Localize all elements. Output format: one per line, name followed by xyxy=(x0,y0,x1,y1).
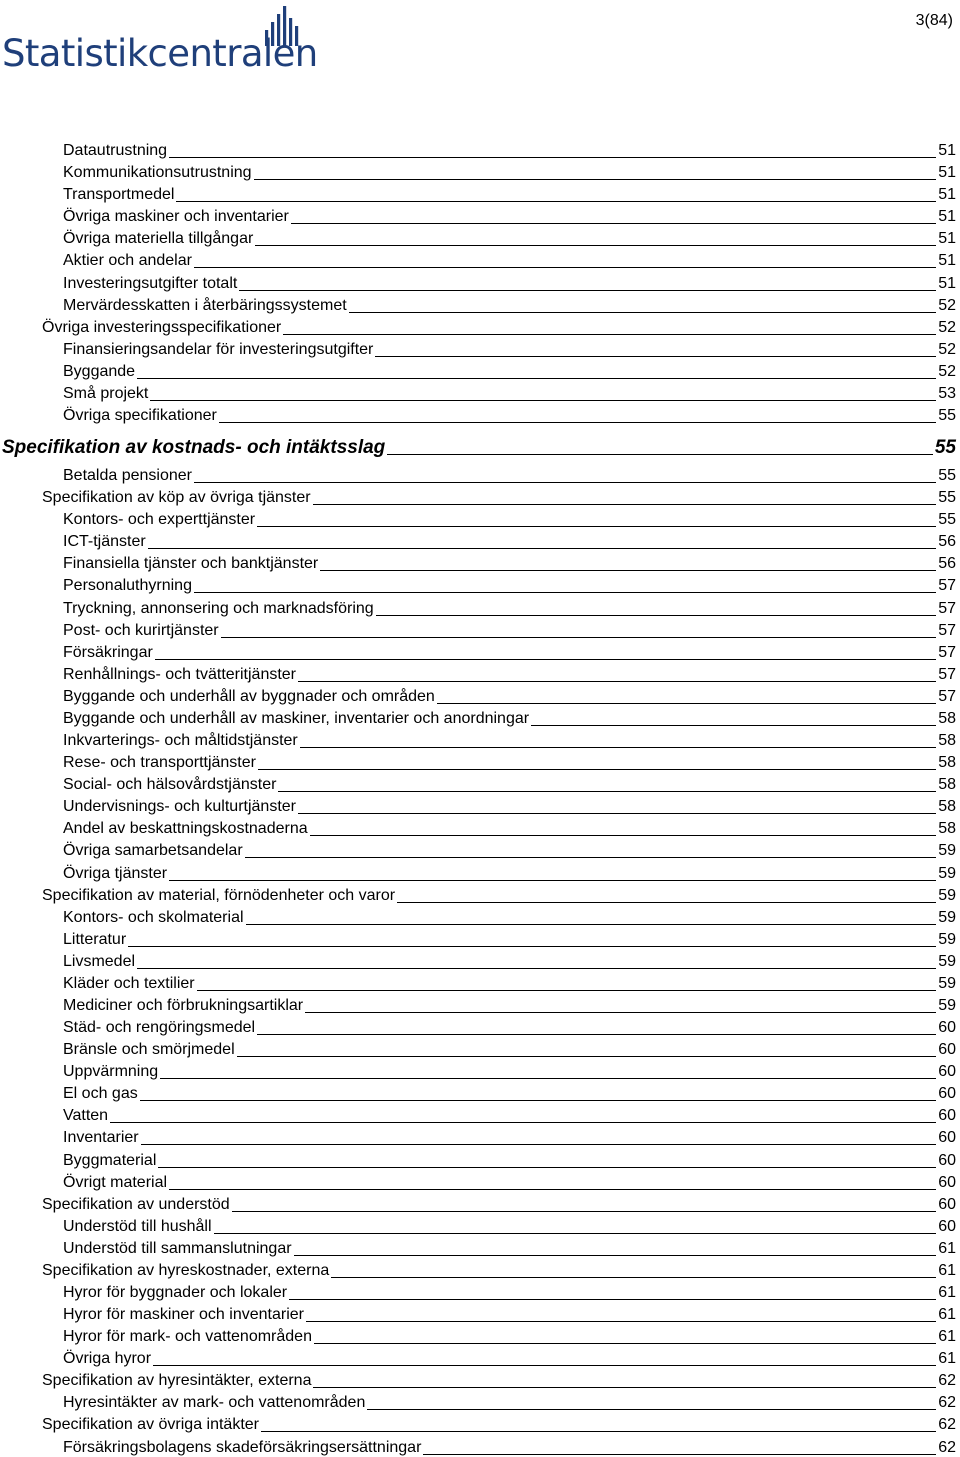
toc-entry[interactable] xyxy=(0,816,956,838)
toc-leader-line xyxy=(423,1454,936,1455)
toc-leader-line xyxy=(376,615,937,616)
toc-entry-label: Datautrustning xyxy=(63,142,168,160)
toc-leader-line xyxy=(158,1167,936,1168)
toc-entry[interactable] xyxy=(0,573,956,595)
toc-entry[interactable] xyxy=(0,1346,956,1368)
toc-entry-label: Försäkringar xyxy=(63,643,153,661)
statistikcentralen-logo xyxy=(0,4,318,75)
toc-entry[interactable] xyxy=(0,182,956,204)
toc-entry-page: 58 xyxy=(938,732,956,750)
toc-entry-label: Betalda pensioner xyxy=(63,467,192,485)
toc-leader-line xyxy=(294,1255,937,1256)
toc-entry[interactable] xyxy=(0,485,956,507)
toc-entry[interactable] xyxy=(0,1412,956,1434)
toc-entry[interactable] xyxy=(0,949,956,971)
toc-entry-label: Specifikation av övriga intäkter xyxy=(42,1416,259,1434)
toc-entry-label: Transportmedel xyxy=(63,186,175,204)
toc-entry-page: 61 xyxy=(938,1261,956,1279)
toc-entry[interactable] xyxy=(0,618,956,640)
toc-entry-page: 57 xyxy=(938,599,956,617)
toc-leader-line xyxy=(306,1321,936,1322)
toc-leader-line xyxy=(349,312,937,313)
toc-leader-line xyxy=(176,201,936,202)
toc-entry[interactable] xyxy=(0,927,956,949)
toc-entry-page: 57 xyxy=(938,665,956,683)
toc-leader-line xyxy=(169,1189,936,1190)
toc-entry-label: Hyresintäkter av mark- och vattenområden xyxy=(63,1394,366,1412)
toc-entry-page: 59 xyxy=(938,952,956,970)
toc-leader-line xyxy=(160,1078,936,1079)
toc-leader-line xyxy=(137,968,936,969)
toc-entry[interactable] xyxy=(0,750,956,772)
toc-entry[interactable] xyxy=(0,706,956,728)
toc-entry-page: 62 xyxy=(938,1394,956,1412)
toc-leader-line xyxy=(110,1122,936,1123)
toc-entry-page: 62 xyxy=(938,1416,956,1434)
toc-entry-label: Livsmedel xyxy=(63,952,136,970)
toc-entry-label: Specifikation av understöd xyxy=(42,1195,230,1213)
toc-entry-page: 59 xyxy=(938,974,956,992)
toc-entry-page: 58 xyxy=(938,776,956,794)
toc-leader-line xyxy=(141,1144,937,1145)
toc-entry[interactable] xyxy=(0,1258,956,1280)
toc-entry[interactable] xyxy=(0,1125,956,1147)
toc-leader-line xyxy=(313,504,937,505)
toc-leader-line xyxy=(305,1012,936,1013)
toc-entry-label: Specifikation av köp av övriga tjänster xyxy=(42,489,311,507)
toc-leader-line xyxy=(278,791,936,792)
toc-entry[interactable] xyxy=(0,1103,956,1125)
toc-entry-page: 52 xyxy=(938,362,956,380)
toc-leader-line xyxy=(298,681,936,682)
toc-leader-line xyxy=(153,1365,936,1366)
toc-entry-label: Specifikation av material, förnödenheter och varor xyxy=(42,886,396,904)
toc-entry-page: 57 xyxy=(938,577,956,595)
toc-entry[interactable] xyxy=(0,1147,956,1169)
toc-entry[interactable] xyxy=(0,1368,956,1390)
toc-entry-label: Inkvarterings- och måltidstjänster xyxy=(63,732,298,750)
toc-leader-line xyxy=(246,924,937,925)
toc-entry-page: 59 xyxy=(938,930,956,948)
toc-entry-page: 58 xyxy=(938,798,956,816)
toc-entry-page: 60 xyxy=(938,1063,956,1081)
toc-entry-page: 60 xyxy=(938,1129,956,1147)
toc-entry-label: Vatten xyxy=(63,1107,109,1125)
toc-entry[interactable] xyxy=(0,1081,956,1103)
toc-entry[interactable] xyxy=(0,359,956,381)
toc-entry-label: Små projekt xyxy=(63,384,149,402)
toc-entry[interactable] xyxy=(0,971,956,993)
toc-entry-label: El och gas xyxy=(63,1085,138,1103)
toc-leader-line xyxy=(140,1100,936,1101)
toc-entry-page: 59 xyxy=(938,842,956,860)
toc-entry-page: 61 xyxy=(938,1350,956,1368)
toc-entry-page: 62 xyxy=(938,1372,956,1390)
toc-entry-label: Kontors- och experttjänster xyxy=(63,511,256,529)
toc-entry-label: Övriga materiella tillgångar xyxy=(63,230,254,248)
toc-entry-page: 51 xyxy=(938,230,956,248)
toc-entry-page: 61 xyxy=(938,1328,956,1346)
toc-entry-label: Understöd till sammanslutningar xyxy=(63,1239,292,1257)
toc-entry-label: Specifikation av hyresintäkter, externa xyxy=(42,1372,312,1390)
toc-entry-label: Övriga tjänster xyxy=(63,864,168,882)
toc-entry[interactable] xyxy=(0,838,956,860)
toc-entry[interactable] xyxy=(0,1037,956,1059)
toc-entry-page: 58 xyxy=(938,820,956,838)
toc-entry-label: Personaluthyrning xyxy=(63,577,192,595)
toc-entry[interactable] xyxy=(0,381,956,403)
toc-leader-line xyxy=(300,747,936,748)
toc-entry[interactable] xyxy=(0,293,956,315)
toc-entry[interactable] xyxy=(0,662,956,684)
toc-entry-page: 58 xyxy=(938,754,956,772)
toc-entry[interactable] xyxy=(0,1192,956,1214)
toc-leader-line xyxy=(375,356,936,357)
toc-leader-line xyxy=(150,400,936,401)
toc-entry-label: Byggande och underhåll av byggnader och områden xyxy=(63,687,435,705)
toc-entry-page: 60 xyxy=(938,1195,956,1213)
toc-entry-page: 60 xyxy=(938,1041,956,1059)
toc-entry-label: ICT-tjänster xyxy=(63,533,146,551)
toc-entry-label: Hyror för mark- och vattenområden xyxy=(63,1328,312,1346)
toc-entry-page: 52 xyxy=(938,340,956,358)
toc-entry-page: 60 xyxy=(938,1085,956,1103)
toc-entry-label: Försäkringsbolagens skadeförsäkringsersättningar xyxy=(63,1438,422,1456)
toc-entry-label: Kontors- och skolmaterial xyxy=(63,908,244,926)
toc-leader-line xyxy=(232,1211,937,1212)
toc-entry-page: 52 xyxy=(938,318,956,336)
toc-entry[interactable] xyxy=(0,507,956,529)
toc-leader-line xyxy=(237,1056,937,1057)
toc-leader-line xyxy=(320,570,936,571)
toc-leader-line xyxy=(194,267,936,268)
toc-entry-page: 51 xyxy=(938,274,956,292)
toc-entry-page: 55 xyxy=(938,511,956,529)
toc-entry[interactable] xyxy=(0,529,956,551)
toc-leader-line xyxy=(397,902,936,903)
toc-entry[interactable] xyxy=(0,138,956,160)
toc-entry-page: 60 xyxy=(938,1107,956,1125)
toc-entry[interactable] xyxy=(0,595,956,617)
toc-entry[interactable] xyxy=(0,1236,956,1258)
toc-entry-page: 51 xyxy=(938,164,956,182)
toc-leader-line xyxy=(313,1387,936,1388)
toc-entry-page: 61 xyxy=(938,1239,956,1257)
toc-entry-page: 61 xyxy=(938,1306,956,1324)
toc-entry-page: 60 xyxy=(938,1173,956,1191)
toc-entry[interactable] xyxy=(0,403,956,425)
toc-leader-line xyxy=(314,1343,936,1344)
toc-entry-page: 57 xyxy=(938,621,956,639)
toc-leader-line xyxy=(331,1277,936,1278)
toc-entry-page: 59 xyxy=(938,886,956,904)
toc-leader-line xyxy=(221,637,937,638)
toc-entry[interactable] xyxy=(0,905,956,927)
toc-entry-label: Finansiella tjänster och banktjänster xyxy=(63,555,319,573)
toc-entry-label: Renhållnings- och tvätteritjänster xyxy=(63,665,297,683)
toc-leader-line xyxy=(531,725,936,726)
toc-leader-line xyxy=(291,223,936,224)
toc-entry-label: Uppvärmning xyxy=(63,1063,159,1081)
toc-leader-line xyxy=(214,1233,937,1234)
toc-entry-label: Understöd till hushåll xyxy=(63,1217,212,1235)
toc-entry[interactable] xyxy=(0,1434,956,1456)
logo-text: Statistikcentralen xyxy=(2,32,318,75)
toc-entry-label: Undervisnings- och kulturtjänster xyxy=(63,798,296,816)
toc-entry-label: Mediciner och förbrukningsartiklar xyxy=(63,996,304,1014)
toc-entry[interactable] xyxy=(0,794,956,816)
toc-entry-label: Kläder och textilier xyxy=(63,974,195,992)
table-of-contents xyxy=(0,138,956,1457)
toc-entry-page: 61 xyxy=(938,1283,956,1301)
toc-leader-line xyxy=(169,880,936,881)
toc-leader-line xyxy=(239,290,936,291)
toc-entry-label: Övriga maskiner och inventarier xyxy=(63,208,289,226)
toc-entry[interactable] xyxy=(0,1324,956,1346)
toc-leader-line xyxy=(367,1409,936,1410)
toc-entry-page: 57 xyxy=(938,687,956,705)
toc-entry-page: 51 xyxy=(938,252,956,270)
toc-leader-line xyxy=(254,179,937,180)
toc-leader-line xyxy=(257,1034,936,1035)
toc-entry[interactable] xyxy=(0,315,956,337)
toc-leader-line xyxy=(257,526,936,527)
toc-leader-line xyxy=(437,703,936,704)
toc-entry-label: Investeringsutgifter totalt xyxy=(63,274,238,292)
toc-entry-label: Andel av beskattningskostnaderna xyxy=(63,820,308,838)
toc-entry[interactable] xyxy=(0,248,956,270)
toc-entry[interactable] xyxy=(0,270,956,292)
toc-entry[interactable] xyxy=(0,160,956,182)
toc-entry-page: 51 xyxy=(938,142,956,160)
toc-leader-line xyxy=(298,813,936,814)
toc-leader-line xyxy=(310,835,937,836)
toc-entry[interactable] xyxy=(0,728,956,750)
toc-leader-line xyxy=(197,990,937,991)
toc-entry[interactable] xyxy=(0,640,956,662)
toc-entry-label: Övriga specifikationer xyxy=(63,407,217,425)
toc-entry[interactable] xyxy=(0,463,956,485)
toc-entry-page: 51 xyxy=(938,186,956,204)
toc-entry[interactable] xyxy=(0,1214,956,1236)
page-number: 3(84) xyxy=(915,12,953,29)
toc-leader-line xyxy=(289,1299,936,1300)
toc-entry-page: 59 xyxy=(938,996,956,1014)
toc-leader-line xyxy=(169,157,936,158)
toc-leader-line xyxy=(258,769,936,770)
toc-entry[interactable] xyxy=(0,1015,956,1037)
toc-entry-label: Specifikation av hyreskostnader, externa xyxy=(42,1261,330,1279)
toc-entry-label: Mervärdesskatten i återbäringssystemet xyxy=(63,296,347,314)
toc-entry-label: Finansieringsandelar för investeringsutgifter xyxy=(63,340,374,358)
toc-leader-line xyxy=(194,482,936,483)
toc-leader-line xyxy=(194,592,936,593)
toc-entry[interactable] xyxy=(0,1170,956,1192)
toc-entry-label: Byggande och underhåll av maskiner, inventarier och anordningar xyxy=(63,709,530,727)
toc-entry-page: 52 xyxy=(938,296,956,314)
toc-entry[interactable] xyxy=(0,1390,956,1412)
toc-entry-label: Aktier och andelar xyxy=(63,252,192,270)
toc-entry-page: 55 xyxy=(938,489,956,507)
toc-entry[interactable] xyxy=(0,551,956,573)
toc-entry-page: 62 xyxy=(938,1438,956,1456)
toc-entry-label: Litteratur xyxy=(63,930,127,948)
toc-entry-page: 57 xyxy=(938,643,956,661)
toc-entry[interactable] xyxy=(0,1280,956,1302)
toc-leader-line xyxy=(387,454,933,455)
toc-entry-page: 56 xyxy=(938,555,956,573)
toc-entry[interactable] xyxy=(0,883,956,905)
toc-entry-label: Byggmaterial xyxy=(63,1151,157,1169)
toc-entry-page: 55 xyxy=(938,467,956,485)
toc-entry-label: Städ- och rengöringsmedel xyxy=(63,1019,256,1037)
toc-entry-page: 59 xyxy=(938,864,956,882)
toc-entry-page: 56 xyxy=(938,533,956,551)
toc-leader-line xyxy=(245,857,937,858)
toc-entry-label: Bränsle och smörjmedel xyxy=(63,1041,235,1059)
toc-entry-label: Kommunikationsutrustning xyxy=(63,164,252,182)
toc-entry[interactable] xyxy=(0,337,956,359)
toc-entry-label: Övrigt material xyxy=(63,1173,168,1191)
toc-entry[interactable] xyxy=(0,226,956,248)
toc-entry-page: 58 xyxy=(938,709,956,727)
toc-leader-line xyxy=(137,378,936,379)
toc-leader-line xyxy=(255,245,936,246)
toc-entry[interactable] xyxy=(0,425,956,463)
toc-entry[interactable] xyxy=(0,1059,956,1081)
toc-leader-line xyxy=(155,659,936,660)
toc-entry-label: Hyror för maskiner och inventarier xyxy=(63,1306,304,1324)
toc-entry-page: 59 xyxy=(938,908,956,926)
toc-entry-label: Övriga investeringsspecifikationer xyxy=(42,318,282,336)
toc-entry-label: Inventarier xyxy=(63,1129,139,1147)
toc-entry-page: 60 xyxy=(938,1217,956,1235)
toc-entry[interactable] xyxy=(0,772,956,794)
toc-entry-label: Social- och hälsovårdstjänster xyxy=(63,776,277,794)
toc-entry-label: Post- och kurirtjänster xyxy=(63,621,219,639)
toc-leader-line xyxy=(261,1431,936,1432)
toc-entry-label: Byggande xyxy=(63,362,136,380)
toc-entry[interactable] xyxy=(0,1302,956,1324)
toc-entry-page: 51 xyxy=(938,208,956,226)
toc-entry-label: Tryckning, annonsering och marknadsföring xyxy=(63,599,374,617)
toc-entry[interactable] xyxy=(0,684,956,706)
toc-entry-label: Övriga samarbetsandelar xyxy=(63,842,243,860)
toc-entry-page: 60 xyxy=(938,1019,956,1037)
toc-leader-line xyxy=(283,334,936,335)
toc-entry[interactable] xyxy=(0,993,956,1015)
toc-entry-page: 55 xyxy=(938,407,956,425)
toc-entry-label: Rese- och transporttjänster xyxy=(63,754,256,772)
toc-entry-label: Hyror för byggnader och lokaler xyxy=(63,1283,288,1301)
toc-leader-line xyxy=(219,422,936,423)
toc-entry[interactable] xyxy=(0,860,956,882)
toc-entry-page: 55 xyxy=(934,437,956,459)
toc-leader-line xyxy=(128,946,936,947)
toc-entry-label: Övriga hyror xyxy=(63,1350,152,1368)
toc-entry-label: Specifikation av kostnads- och intäktsslag xyxy=(2,437,386,459)
toc-entry-page: 53 xyxy=(938,384,956,402)
toc-leader-line xyxy=(148,548,937,549)
toc-entry[interactable] xyxy=(0,204,956,226)
toc-entry-page: 60 xyxy=(938,1151,956,1169)
